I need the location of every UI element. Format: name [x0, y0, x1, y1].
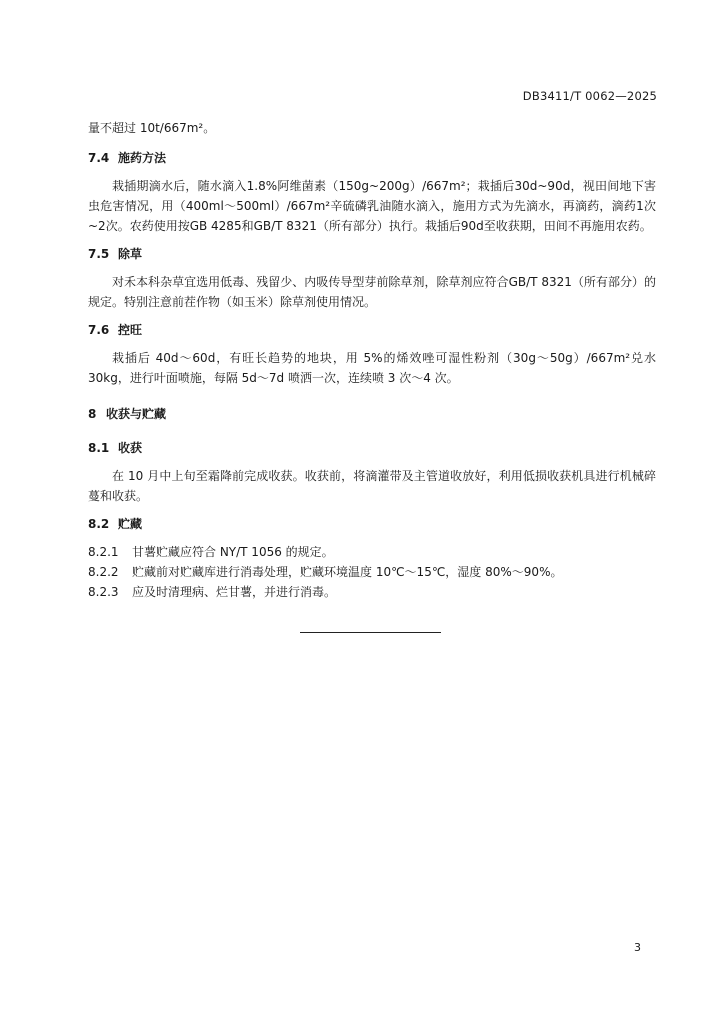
sub-item-text: 应及时清理病、烂甘薯，并进行消毒。	[132, 585, 337, 599]
document-code: DB3411/T 0062—2025	[522, 89, 657, 103]
section-8-1-heading	[88, 438, 656, 458]
sub-item-number: 8.2.3	[88, 585, 119, 599]
section-number: 7.5	[88, 247, 110, 261]
intro-line: 量不超过 10t/667m²。	[88, 121, 216, 135]
section-7-4-body: 栽插期滴水后，随水滴入1.8%阿维菌素（150g~200g）/667m²；栽插后30d~90d，视田间地下害虫危害情况，用（400ml～500ml）/667m²辛硫磷乳油随水滴入，施用方式为先滴水，再滴药，滴药1次~2次。农药使用按GB 4285和GB/T 8321（所有部分）执行。栽插后90d至收获期，田间不再施用农药。	[88, 179, 656, 233]
section-title: 贮藏	[118, 517, 143, 531]
section-8-heading	[88, 404, 656, 424]
page-number: 3	[634, 941, 641, 954]
section-7-5-heading	[88, 244, 656, 264]
section-7-5-body: 对禾本科杂草宜选用低毒、残留少、内吸传导型芽前除草剂，除草剂应符合GB/T 8321（所有部分）的规定。特别注意前茬作物（如玉米）除草剂使用情况。	[88, 275, 656, 309]
section-title: 控旺	[118, 323, 143, 337]
section-title: 施药方法	[118, 151, 167, 165]
section-number: 8.1	[88, 441, 110, 455]
end-of-document-rule	[300, 632, 441, 633]
section-number: 7.4	[88, 151, 110, 165]
sub-item-8-2-2	[88, 562, 656, 582]
section-7-6-body: 栽插后 40d～60d，有旺长趋势的地块，用 5%的烯效唑可湿性粉剂（30g～50g）/667m²兑水 30kg，进行叶面喷施，每隔 5d～7d 喷洒一次，连续喷 3 次～4 次。	[88, 351, 656, 385]
page-body	[88, 118, 656, 602]
sub-item-8-2-3	[88, 582, 656, 602]
section-number: 8	[88, 407, 97, 421]
sub-item-8-2-1	[88, 542, 656, 562]
sub-item-number: 8.2.2	[88, 565, 119, 579]
section-8-1-body: 在 10 月中上旬至霜降前完成收获。收获前，将滴灌带及主管道收放好，利用低损收获机具进行机械碎蔓和收获。	[88, 469, 656, 503]
section-title: 收获	[118, 441, 143, 455]
section-7-4-heading	[88, 148, 656, 168]
section-number: 8.2	[88, 517, 110, 531]
section-title: 除草	[118, 247, 143, 261]
section-title: 收获与贮藏	[106, 407, 167, 421]
section-8-2-heading	[88, 514, 656, 534]
sub-item-text: 贮藏前对贮藏库进行消毒处理，贮藏环境温度 10℃～15℃，湿度 80%～90%。	[132, 565, 563, 579]
section-number: 7.6	[88, 323, 110, 337]
section-7-6-heading	[88, 320, 656, 340]
sub-item-text: 甘薯贮藏应符合 NY/T 1056 的规定。	[132, 545, 334, 559]
sub-item-number: 8.2.1	[88, 545, 119, 559]
